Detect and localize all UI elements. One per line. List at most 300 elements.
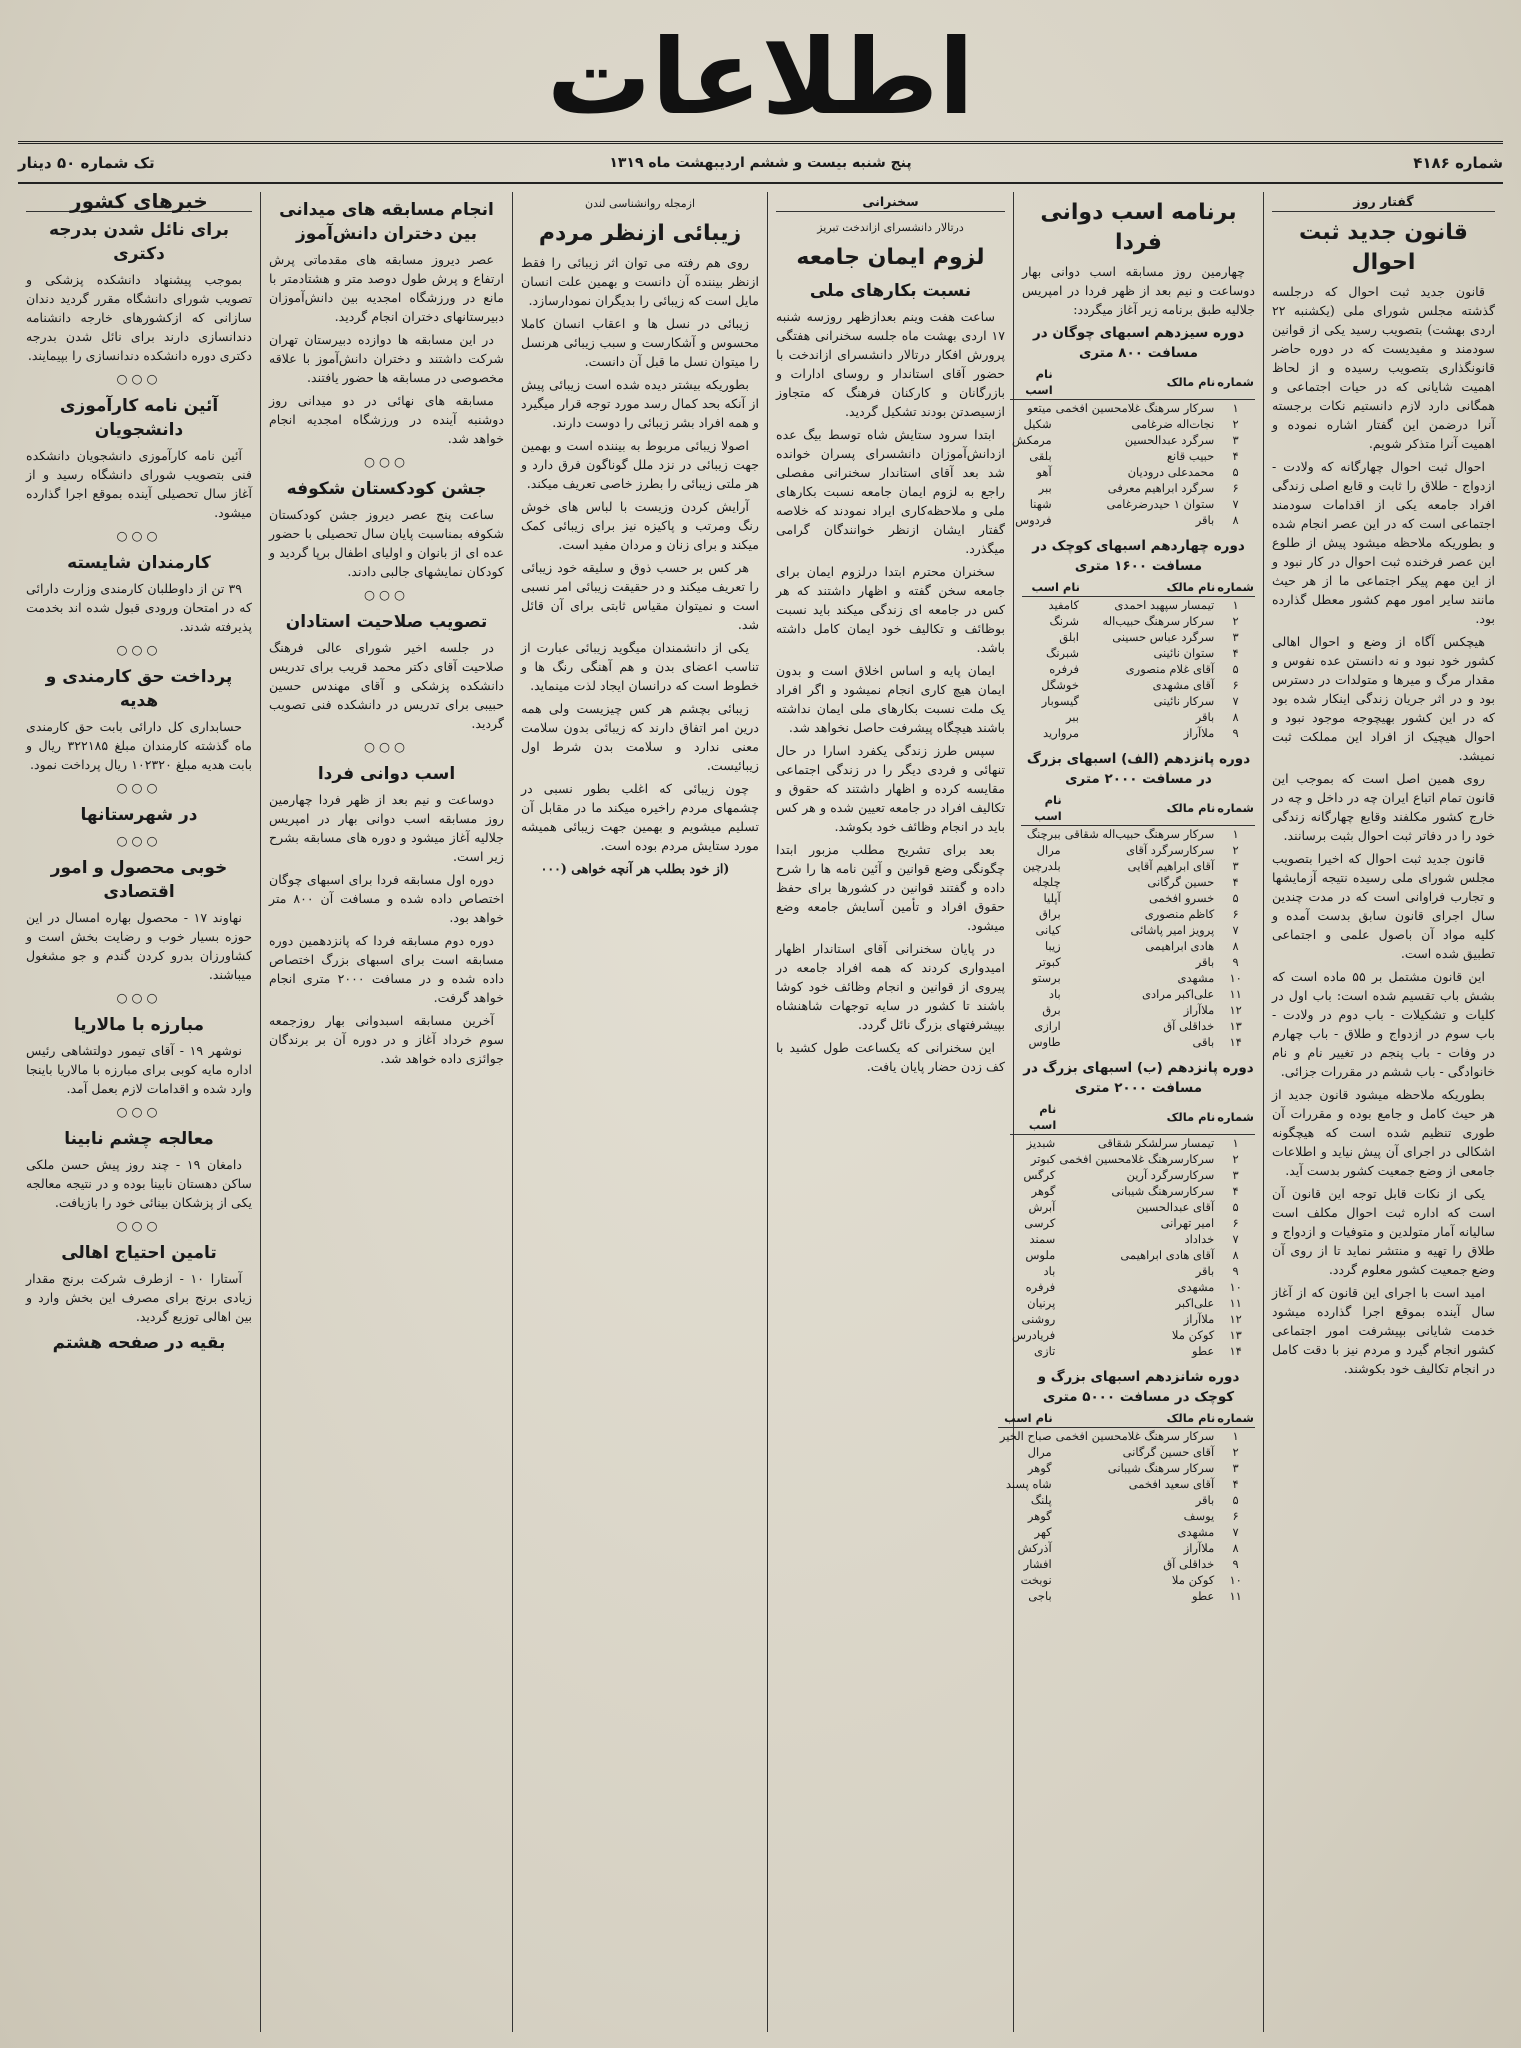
horse-name: گوهر bbox=[1031, 1184, 1056, 1198]
race-row bbox=[1010, 1135, 1255, 1152]
race-block bbox=[1012, 1058, 1255, 1359]
paragraph: احوال ثبت احوال چهارگانه که ولادت - ازدواج - طلاق را ثابت و قابع اصلی زندگی افراد جامعه یکی از اقدامات سودمند اجتماعی است که در این عصر انجام شده و بطوریکه ملاحظه میشود پیش از طلوع این عصر فرخنده ثبت احوال در کار نبود و از این مهم پیکر اجتماعی ما از هر حیث مانند سایر امور مهم کشور معطل گذارده بود. bbox=[1272, 459, 1495, 626]
race-number: ۳ bbox=[1232, 433, 1239, 447]
race-column-header: نام مالک bbox=[1054, 365, 1217, 400]
race-row bbox=[1010, 1295, 1255, 1311]
race-row bbox=[1022, 597, 1255, 614]
horse-name: کبوتر bbox=[1030, 1152, 1056, 1166]
owner-name: باقر bbox=[1195, 1493, 1215, 1507]
race-number: ۱ bbox=[1232, 827, 1239, 841]
race-number: ۵ bbox=[1232, 662, 1239, 676]
owner-name: ملاآراز bbox=[1183, 726, 1215, 740]
race-column-header: شماره bbox=[1216, 1409, 1255, 1428]
race-number: ۲ bbox=[1232, 1152, 1239, 1166]
race-row bbox=[1010, 496, 1255, 512]
separator: ○○○ bbox=[364, 454, 409, 469]
race-number: ۷ bbox=[1232, 1525, 1239, 1539]
race-number: ۶ bbox=[1232, 1216, 1239, 1230]
race-row bbox=[1010, 448, 1255, 464]
race-number: ۹ bbox=[1232, 1557, 1239, 1571]
owner-name: علی‌اکبر bbox=[1175, 1296, 1215, 1310]
race-row bbox=[998, 1540, 1255, 1556]
owner-name: ملاآراز bbox=[1183, 1312, 1215, 1326]
paragraph: آرایش کردن وزیست با لباس های خوش رنگ ومرتب و پاکیزه نیز برای زیبائی کمک میکند و برای زنان و مردان مفید است. bbox=[521, 499, 759, 552]
news-title: اسب دوانی فردا bbox=[317, 764, 456, 784]
paragraph: این سخنرانی که یکساعت طول کشید با کف زدن حضار پایان یافت. bbox=[776, 1040, 1005, 1074]
article-body bbox=[776, 307, 1005, 1076]
race-row bbox=[1010, 1343, 1255, 1359]
race-row bbox=[1022, 677, 1255, 693]
paragraph: چون زیبائی که اغلب بطور نسبی در چشمهای مردم راخیره میکند ما در مقابل آن تسلیم میشویم و بهمین جهت زیبائی همیشه مورد ستایش مردم بوده است. bbox=[521, 781, 759, 853]
race-number: ۲ bbox=[1232, 417, 1239, 431]
paragraph: نهاوند ۱۷ - محصول بهاره امسال در این حوزه بسیار خوب و رضایت بخش است و کشاورزان بدرو کردن گندم و جو مشغول میباشند. bbox=[26, 910, 252, 982]
race-row bbox=[1021, 1002, 1255, 1018]
race-row bbox=[1010, 464, 1255, 480]
race-number: ۱۰ bbox=[1229, 1280, 1242, 1294]
horse-name: زیبا bbox=[1044, 939, 1061, 953]
race-row bbox=[1010, 1279, 1255, 1295]
horse-name: خوشگل bbox=[1041, 678, 1079, 692]
owner-name: سرکارسرگرد آقای bbox=[1125, 843, 1215, 857]
paragraph: در این مسابقه ها دوازده دبیرستان تهران شرکت داشتند و دختران دانش‌آموز با علاقه مخصوصی در مسابقه ها حضور یافتند. bbox=[269, 332, 504, 385]
race-row bbox=[1022, 661, 1255, 677]
race-title: دوره سیزدهم اسبهای چوگان در مسافت ۸۰۰ متری bbox=[1032, 325, 1245, 361]
horse-name: طاوس bbox=[1028, 1035, 1061, 1049]
race-column-header: نام مالک bbox=[1081, 578, 1216, 597]
separator: ○○○ bbox=[116, 833, 162, 848]
paragraph: مسابقه های نهائی در دو میدانی روز دوشنبه آینده در ورزشگاه امجدیه انجام خواهد شد. bbox=[269, 393, 504, 446]
horse-name: کهر bbox=[1034, 1525, 1052, 1539]
race-row bbox=[1021, 1034, 1255, 1050]
race-title: دوره چهاردهم اسبهای کوچک در مسافت ۱۶۰۰ متری bbox=[1032, 538, 1245, 574]
race-row bbox=[998, 1508, 1255, 1524]
owner-name: خداقلی آق bbox=[1163, 1557, 1215, 1571]
owner-name: سرکار سرهنگ غلامحسین افخمی bbox=[1055, 401, 1215, 415]
paragraph: قانون جدید ثبت احوال که درجلسه گذشته مجلس شورای ملی (یکشنبه ۲۲ اردی بهشت) بتصویب رسید یکی از قوانین سودمند و مفیدیست که در دوره حاضر قانونگذاری بتصویب رسیده و از لحاظ اهمیت شایانی که در حیات اجتماعی و همگانی دارد لازم دانستیم نکات برجسته آنرا درضمن این گفتار اشاره نموده و اهمیت آنرا متذکر شویم. bbox=[1272, 284, 1495, 451]
race-title: دوره شانزدهم اسبهای بزرگ و کوچک در مسافت ۵۰۰۰ متری bbox=[1037, 1369, 1240, 1405]
race-list bbox=[999, 323, 1255, 1604]
race-block bbox=[1022, 536, 1255, 741]
race-number: ۷ bbox=[1232, 923, 1239, 937]
column-lecture bbox=[767, 192, 1013, 2032]
horse-name: میتعو bbox=[1027, 401, 1052, 415]
race-number: ۱۲ bbox=[1229, 1003, 1242, 1017]
race-number: ۵ bbox=[1232, 1493, 1239, 1507]
race-row bbox=[998, 1444, 1255, 1460]
column-misc-news bbox=[260, 192, 512, 2032]
race-number: ۶ bbox=[1232, 907, 1239, 921]
separator: ○○○ bbox=[116, 1104, 162, 1119]
owner-name: سرگرد ابراهیم معرفی bbox=[1107, 481, 1215, 495]
paragraph: اصولا زیبائی مربوط به بیننده است و بهمین جهت زیبائی در نزد ملل گوناگون فرق دارد و هر ملتی زیبائی را بطرز خاصی تعریف میکند. bbox=[521, 438, 759, 491]
race-row bbox=[1010, 1327, 1255, 1343]
owner-name: علی‌اکبر مرادی bbox=[1142, 987, 1215, 1001]
race-row bbox=[1022, 725, 1255, 741]
paragraph: ساعت پنج عصر دیروز جشن کودکستان شکوفه بمناسبت پایان سال تحصیلی با حضور عده ای از بانوان و اولیای اطفال برپا گردید و کودکان نمایشهای جالبی دادند. bbox=[269, 507, 504, 579]
race-table bbox=[1021, 791, 1255, 1050]
race-title: دوره پانزدهم (الف) اسبهای بزرگ در مسافت ۲۰۰۰ متری bbox=[1026, 751, 1251, 787]
horse-name: گیسوبار bbox=[1041, 694, 1079, 708]
race-number: ۷ bbox=[1232, 1232, 1239, 1246]
horse-name: چلچله bbox=[1032, 875, 1061, 889]
owner-name: یوسف bbox=[1183, 1509, 1215, 1523]
news-title: تامین احتیاج اهالی bbox=[61, 1243, 217, 1263]
race-number: ۱۴ bbox=[1229, 1035, 1242, 1049]
horse-name: صباح الخیر bbox=[999, 1429, 1052, 1443]
column-beauty bbox=[512, 192, 767, 2032]
horse-name: شکیل bbox=[1023, 417, 1052, 431]
owner-name: آقای سعید افخمی bbox=[1128, 1477, 1215, 1491]
paragraph: این قانون مشتمل بر ۵۵ ماده است که بشش باب تقسیم شده است: باب اول در کلیات و تشکیلات - باب دوم در ولادت - باب سوم در ازدواج و طلاق - باب چهارم در وفات - باب پنجم در تغییر نام و نام خانوادگی - باب ششم در مقررات جزائی. bbox=[1272, 969, 1495, 1079]
race-number: ۶ bbox=[1232, 678, 1239, 692]
separator: ○○○ bbox=[116, 371, 162, 386]
race-row bbox=[1010, 1311, 1255, 1327]
news-title: جشن کودکستان شکوفه bbox=[286, 479, 487, 499]
race-number: ۹ bbox=[1232, 726, 1239, 740]
race-row bbox=[1021, 874, 1255, 890]
news-title: مبارزه با مالاریا bbox=[73, 1015, 205, 1035]
race-column-header: نام اسب bbox=[1010, 1100, 1057, 1135]
race-number: ۱۳ bbox=[1229, 1019, 1242, 1033]
owner-name: ستوان نائینی bbox=[1153, 646, 1215, 660]
paragraph: دوره اول مسابقه فردا برای اسبهای چوگان اختصاص داده شده و مسافت آن ۸۰۰ متر خواهد بود. bbox=[269, 872, 504, 925]
race-row bbox=[998, 1524, 1255, 1540]
race-number: ۸ bbox=[1232, 513, 1239, 527]
paragraph: یکی از دانشمندان میگوید زیبائی عبارت از تناسب اعضای بدن و هم آهنگی رنگ ها و خطوط است که درانسان ایجاد لذت مینماید. bbox=[521, 640, 759, 693]
paragraph: آئین نامه کارآموزی دانشجویان دانشکده فنی بتصویب شورای دانشگاه رسید و از آغاز سال تحصیلی آینده بموقع اجرا گذارده میشود. bbox=[26, 448, 252, 520]
race-block bbox=[1022, 749, 1255, 1050]
owner-name: سرکارسرهنگ شیبانی bbox=[1111, 1184, 1215, 1198]
issue-date: پنج شنبه بیست و ششم اردیبهشت ماه ۱۳۱۹ bbox=[609, 155, 912, 171]
race-row bbox=[1010, 512, 1255, 528]
horse-name: ببر bbox=[1065, 710, 1079, 724]
horse-name: آذرکش bbox=[1017, 1541, 1052, 1555]
race-number: ۱ bbox=[1232, 1136, 1239, 1150]
race-number: ۲ bbox=[1232, 843, 1239, 857]
race-row bbox=[1021, 826, 1255, 843]
race-column-header: نام اسب bbox=[1010, 365, 1054, 400]
columns bbox=[18, 189, 1503, 2032]
race-number: ۱۰ bbox=[1229, 971, 1242, 985]
paragraph: هیچکس آگاه از وضع و احوال اهالی کشور خود نبود و نه دانستن عده نفوس و مقدار مرگ و میرها و متولدات در دسترس بود و در اثر جریان زندگی اینکار شده بود که در این کشور بهیچوجه موجود نبود و احوال هیچیک از افراد این مملکت ثبت نمیشد. bbox=[1272, 634, 1495, 763]
horse-name: کیانی bbox=[1035, 923, 1061, 937]
article-subtitle: نسبت بکارهای ملی bbox=[809, 281, 972, 301]
paragraph: دامغان ۱۹ - چند روز پیش حسن ملکی ساکن دهستان نابینا بوده و در نتیجه معالجه یکی از پزشکان بینائی خود را بازیافت. bbox=[26, 1157, 252, 1210]
paragraph: دوره دوم مسابقه فردا که پانزدهمین دوره مسابقه است برای اسبهای بزرگ اختصاص داده شده و در مسافت ۲۰۰۰ متری انجام خواهد گرفت. bbox=[269, 933, 504, 1005]
horse-name: بلدرچین bbox=[1022, 859, 1061, 873]
race-row bbox=[1010, 480, 1255, 496]
article-kicker: ازمجله روانشناسی لندن bbox=[584, 197, 696, 210]
race-row bbox=[1022, 709, 1255, 725]
horse-name: باد bbox=[1043, 1264, 1056, 1278]
race-column-header: شماره bbox=[1216, 578, 1255, 597]
horse-name: برق bbox=[1042, 1003, 1061, 1017]
race-row bbox=[1021, 890, 1255, 906]
article-title: زیبائی ازنظر مردم bbox=[538, 221, 742, 246]
column-header: گفتار روز bbox=[1272, 192, 1495, 212]
news-list bbox=[269, 198, 504, 1068]
paragraph: در پایان سخنرانی آقای استاندار اظهار امیدواری کردند که همه افراد جامعه در پیروی از قوانین و انجام وظائف خود کوشا باشند تا کشور در سایه توجهات شاهنشاه بپیشرفتهای بزرگ نائل گردد. bbox=[776, 941, 1005, 1032]
owner-name: باقر bbox=[1195, 955, 1215, 969]
paragraph: ابتدا سرود ستایش شاه توسط بیگ عده ازدانش‌آموزان دانشسرای پسران خوانده شد بعد آقای استاندار سخنرانی مفصلی راجع به لزوم ایمان جامعه نسبت بکارهای ملی و ملاحظه‌کاری ایراد نمودند که خلاصه گفتار ایشان ازنظر خوانندگان گرامی میگذرد. bbox=[776, 427, 1005, 556]
owner-name: سرکارسرگرد آرین bbox=[1126, 1168, 1215, 1182]
horse-name: پرنیان bbox=[1027, 1296, 1056, 1310]
race-row bbox=[1021, 858, 1255, 874]
race-row bbox=[1022, 629, 1255, 645]
owner-name: عطو bbox=[1192, 1589, 1215, 1603]
paragraph: هر کس بر حسب ذوق و سلیقه خود زیبائی را تعریف میکند و در حقیقت زیبائی امر نسبی است و نمیتوان مقیاس ثابتی برای آن قائل شد. bbox=[521, 560, 759, 632]
race-column-header: شماره bbox=[1216, 365, 1255, 400]
race-number: ۳ bbox=[1232, 1461, 1239, 1475]
paragraph: ساعت هفت وینم بعدازظهر روزسه شنبه ۱۷ اردی بهشت ماه جلسه سخنرانی هفتگی پرورش افکار درتالار دانشسرای ازاندخت با حضور آقای استاندار و روسای ادارات و بازرگانان و کارکنان فرهنگ که متجاوز ازسیصدتن بودند تشکیل گردید. bbox=[776, 309, 1005, 419]
race-column-header: نام مالک bbox=[1057, 1100, 1216, 1135]
paragraph: یکی از نکات قابل توجه این قانون آن است که اداره ثبت احوال مکلف است سالیانه آمار متولدین و متوفیات و ازدواج و طلاق را تهیه و منتشر نماید تا از روی آن وضع جمعیت کشور معلوم گردد. bbox=[1272, 1186, 1495, 1277]
race-table bbox=[998, 1409, 1255, 1604]
race-number: ۱۱ bbox=[1229, 1589, 1242, 1603]
race-number: ۲ bbox=[1232, 614, 1239, 628]
horse-name: پلنگ bbox=[1030, 1493, 1052, 1507]
separator: ○○○ bbox=[116, 990, 162, 1005]
race-column-header: شماره bbox=[1216, 791, 1255, 826]
owner-name: آقای ابراهیم آقایی bbox=[1127, 859, 1215, 873]
race-number: ۸ bbox=[1232, 1248, 1239, 1262]
separator: ○○○ bbox=[364, 587, 409, 602]
horse-name: ابلق bbox=[1059, 630, 1079, 644]
race-column-header: نام مالک bbox=[1063, 791, 1217, 826]
paragraph: قانون جدید ثبت احوال که اخیرا بتصویب مجلس شورای ملی رسیده نتیجه آزمایشها و تجارب فراوانی است که در مدت چندین سال اجرای قانون سابق بدست آمده و کلیه مواد آن باصول علمی و اجتماعی تطبیق شده است. bbox=[1272, 851, 1495, 961]
race-row bbox=[1010, 416, 1255, 432]
race-row bbox=[998, 1476, 1255, 1492]
horse-name: شاه پسند bbox=[1005, 1477, 1052, 1491]
horse-name: شرنگ bbox=[1049, 614, 1079, 628]
owner-name: سرگرد عبدالحسین bbox=[1124, 433, 1215, 447]
owner-name: سرکار سرهنگ حبیب‌اله bbox=[1102, 614, 1215, 628]
column-country-news bbox=[18, 189, 260, 2032]
owner-name: سرکار سرهنگ حبیب‌اله شقاقی bbox=[1064, 827, 1215, 841]
article-title: قانون جدید ثبت احوال bbox=[1299, 220, 1468, 275]
owner-name: آقای عبدالحسین bbox=[1136, 1200, 1215, 1214]
race-row bbox=[1021, 970, 1255, 986]
horse-name: فرفره bbox=[1049, 662, 1079, 676]
separator: ○○○ bbox=[116, 642, 162, 657]
paragraph: آستارا ۱۰ - ازطرف شرکت برنج مقدار زیادی برنج برای مصرف این بخش وارد و بین اهالی توزیع گردید. bbox=[26, 1271, 252, 1324]
race-number: ۴ bbox=[1232, 646, 1239, 660]
race-number: ۶ bbox=[1232, 1509, 1239, 1523]
horse-name: فریادرس bbox=[1012, 1328, 1056, 1342]
horse-name: کبوتر bbox=[1036, 955, 1061, 969]
owner-name: مشهدی bbox=[1177, 971, 1215, 985]
masthead bbox=[18, 12, 1503, 144]
paragraph: زیبائی در نسل ها و اعقاب انسان کاملا محسوس و آشکارست و سبب زیبائی هرنسل را میتوان نسل ما قبل آن دانست. bbox=[521, 316, 759, 369]
race-row bbox=[998, 1556, 1255, 1572]
race-table bbox=[1010, 1100, 1255, 1359]
race-column-header: شماره bbox=[1216, 1100, 1255, 1135]
issue-price: تک شماره ۵۰ دینار bbox=[18, 154, 155, 172]
race-number: ۴ bbox=[1232, 449, 1239, 463]
owner-name: ملاآراز bbox=[1183, 1541, 1215, 1555]
news-title: انجام مسابقه های میدانی بین دختران دانش‌آموز bbox=[279, 200, 494, 244]
horse-name: مروارید bbox=[1042, 726, 1079, 740]
article-title: لزوم ایمان جامعه bbox=[796, 245, 985, 270]
paragraph: حسابداری کل دارائی بابت حق کارمندی ماه گذشته کارمندان مبلغ ۳۲۲۱۸۵ ریال و بابت هدیه مبلغ ۱۰۲۳۲۰ ریال پرداخت نمود. bbox=[26, 719, 252, 772]
race-row bbox=[998, 1492, 1255, 1508]
horse-name: آپلیا bbox=[1043, 891, 1061, 905]
race-column-header: نام اسب bbox=[1021, 791, 1063, 826]
race-row bbox=[1021, 922, 1255, 938]
owner-name: سرکار نائینی bbox=[1153, 694, 1215, 708]
horse-name: ارازی bbox=[1034, 1019, 1061, 1033]
news-list bbox=[26, 218, 252, 1326]
race-row bbox=[1021, 938, 1255, 954]
horse-name: کامفید bbox=[1048, 598, 1079, 612]
paragraph: عصر دیروز مسابقه های مقدماتی پرش ارتفاع و پرش طول دوصد متر و هشتادمتر با مانع در ورزشگاه امجدیه بین دانش‌آموزان دبیرستانهای دختران انجام گردید. bbox=[269, 252, 504, 324]
column-race-programme bbox=[999, 192, 1263, 2032]
column-header: خبرهای کشور bbox=[26, 192, 252, 212]
owner-name: آقای حسین گرگانی bbox=[1122, 1445, 1215, 1459]
horse-name: ببرچنگ bbox=[1026, 827, 1061, 841]
separator: ○○○ bbox=[116, 780, 162, 795]
race-column-header: نام اسب bbox=[1022, 578, 1081, 597]
owner-name: کوکن ملا bbox=[1171, 1573, 1215, 1587]
horse-name: مرال bbox=[1036, 843, 1061, 857]
owner-name: مشهدی bbox=[1177, 1525, 1215, 1539]
race-number: ۴ bbox=[1232, 1184, 1239, 1198]
race-number: ۸ bbox=[1232, 1541, 1239, 1555]
paragraph: بموجب پیشنهاد دانشکده پزشکی و تصویب شورای دانشگاه مقرر گردید دندان سازانی که ازکشورهای خارجه دانشنامه دندانسازی دارند برای نائل شدن بدرجه دکتری دوره دانشکده دندانسازی را بپیمایند. bbox=[26, 272, 252, 363]
race-block bbox=[1011, 323, 1255, 528]
race-row bbox=[1010, 1167, 1255, 1183]
race-number: ۱۴ bbox=[1229, 1344, 1242, 1358]
dateline bbox=[18, 144, 1503, 184]
news-title: برای نائل شدن بدرجه دکتری bbox=[48, 220, 230, 264]
race-row bbox=[1010, 1231, 1255, 1247]
news-title: کارمندان شایسته bbox=[67, 553, 211, 573]
race-row bbox=[998, 1428, 1255, 1445]
owner-name: سرکار سرهنگ شیبانی bbox=[1107, 1461, 1215, 1475]
race-table bbox=[1022, 578, 1255, 741]
race-row bbox=[1022, 693, 1255, 709]
race-row bbox=[1022, 645, 1255, 661]
race-number: ۵ bbox=[1232, 465, 1239, 479]
horse-name: فرفره bbox=[1025, 1280, 1056, 1294]
race-number: ۴ bbox=[1232, 875, 1239, 889]
race-row bbox=[998, 1588, 1255, 1604]
race-number: ۶ bbox=[1232, 481, 1239, 495]
owner-name: آقای مشهدی bbox=[1152, 678, 1215, 692]
owner-name: مشهدی bbox=[1177, 1280, 1215, 1294]
race-title: دوره پانزدهم (ب) اسبهای بزرگ در مسافت ۲۰۰۰ متری bbox=[1023, 1060, 1254, 1096]
owner-name: آقای هادی ابراهیمی bbox=[1120, 1248, 1215, 1262]
race-number: ۴ bbox=[1232, 1477, 1239, 1491]
article-body bbox=[521, 253, 759, 855]
horse-name: سمند bbox=[1029, 1232, 1056, 1246]
owner-name: حبیب قانع bbox=[1166, 449, 1215, 463]
paragraph: دوساعت و نیم بعد از ظهر فردا چهارمین روز مسابقه اسب دوانی بهار در امپریس جلالیه آغاز میشود و دوره های مسابقه بشرح زیر است. bbox=[269, 792, 504, 864]
race-row bbox=[1010, 1199, 1255, 1215]
horse-name: فردوس bbox=[1015, 513, 1052, 527]
horse-name: باد bbox=[1048, 987, 1061, 1001]
paragraph: بطوریکه بیشتر دیده شده است زیبائی پیش از آنکه بحد کمال رسد مورد توجه قرار میگیرد و همه افراد بشر زیبائی را دوست دارند. bbox=[521, 377, 759, 430]
owner-name: حسین گرگانی bbox=[1147, 875, 1215, 889]
horse-name: روشنی bbox=[1021, 1312, 1056, 1326]
race-number: ۸ bbox=[1232, 939, 1239, 953]
owner-name: تیمسار سپهبد احمدی bbox=[1114, 598, 1215, 612]
owner-name: باقر bbox=[1195, 513, 1215, 527]
race-number: ۳ bbox=[1232, 859, 1239, 873]
paragraph: روی همین اصل است که بموجب این قانون تمام اتباع ایران چه در داخل و چه در خارج کشور مکلفند وقایع چهارگانه زندگی خود را در دفاتر ثبت احوال بثبت برسانند. bbox=[1272, 771, 1495, 843]
race-block bbox=[999, 1367, 1255, 1604]
news-title: پرداخت حق کارمندی و هدیه bbox=[45, 667, 233, 711]
race-number: ۳ bbox=[1232, 1168, 1239, 1182]
horse-name: آبرش bbox=[1028, 1200, 1056, 1214]
column-header: سخنرانی bbox=[776, 192, 1005, 212]
paragraph: امید است با اجرای این قانون که از آغاز سال آینده بموقع اجرا گذارده میشود خدمت شایانی بپیشرفت امور اجتماعی کشور انجام گیرد و مردم نیز با دقت کامل در انجام تکالیف خود بکوشند. bbox=[1272, 1285, 1495, 1376]
paragraph: نوشهر ۱۹ - آقای تیمور دولتشاهی رئیس اداره مایه کوبی برای مبارزه با مالاریا باینجا وارد شده و اقدامات لازم بعمل آمد. bbox=[26, 1043, 252, 1096]
newspaper-logo: اطلاعات bbox=[546, 16, 975, 138]
separator: ○○○ bbox=[364, 739, 409, 754]
article-intro: چهارمین روز مسابقه اسب دوانی بهار دوساعت و نیم بعد از ظهر فردا در امپریس جلالیه طبق برنامه زیر آغاز میگردد: bbox=[1022, 264, 1255, 317]
horse-name: براق bbox=[1039, 907, 1061, 921]
race-number: ۱۳ bbox=[1229, 1328, 1242, 1342]
owner-name: خداقلی آق bbox=[1163, 1019, 1215, 1033]
horse-name: نوبخت bbox=[1020, 1573, 1052, 1587]
race-row bbox=[1010, 432, 1255, 448]
race-column-header: نام مالک bbox=[1054, 1409, 1217, 1428]
owner-name: خسرو افخمی bbox=[1148, 891, 1215, 905]
owner-name: باقی bbox=[1192, 1035, 1215, 1049]
owner-name: ملاآراز bbox=[1183, 1003, 1215, 1017]
race-number: ۱۱ bbox=[1229, 987, 1242, 1001]
news-title: تصویب صلاحیت استادان bbox=[285, 612, 488, 632]
horse-name: ببر bbox=[1038, 481, 1052, 495]
paragraph: زیبائی بچشم هر کس چیزیست ولی همه درین امر اتفاق دارند که زیبائی بدون سلامت معنی ندارد و سلامت بدن شرط اول زیبائیست. bbox=[521, 701, 759, 773]
race-number: ۲ bbox=[1232, 1445, 1239, 1459]
owner-name: سرکار سرهنگ غلامحسین افخمی bbox=[1055, 1429, 1215, 1443]
race-row bbox=[1022, 613, 1255, 629]
horse-name: مرال bbox=[1027, 1445, 1052, 1459]
paragraph: در جلسه اخیر شورای عالی فرهنگ صلاحیت آقای دکتر محمد قریب برای تدریس دانشکده پزشکی و آقای مهندس حسین حبیبی برای تدریس در دانشکده فنی تصویب گردید. bbox=[269, 640, 504, 731]
article-title: برنامه اسب دوانی فردا bbox=[1040, 200, 1237, 255]
race-number: ۵ bbox=[1232, 1200, 1239, 1214]
paragraph: ایمان پایه و اساس اخلاق است و بدون ایمان هیچ کاری انجام نمیشود و اگر افراد یک ملت نسبت بکارهای ملی ایمان نداشته باشند هیچگاه پیشرفت حاصل نخواهد شد. bbox=[776, 663, 1005, 735]
owner-name: سرگرد عباس حسینی bbox=[1112, 630, 1215, 644]
horse-name: کرگس bbox=[1023, 1168, 1056, 1182]
race-row bbox=[1021, 842, 1255, 858]
horse-name: برستو bbox=[1032, 971, 1061, 985]
paragraph: سخنران محترم ابتدا درلزوم ایمان برای جامعه سخن گفته و اظهار داشتند که هر کس در جامعه ای زندگی میکند باید نسبت بوظائف و تکالیف خود ایمان کامل داشته باشد. bbox=[776, 564, 1005, 655]
owner-name: کاظم منصوری bbox=[1144, 907, 1215, 921]
race-number: ۱ bbox=[1232, 598, 1239, 612]
owner-name: عطو bbox=[1192, 1344, 1215, 1358]
paragraph: روی هم رفته می توان اثر زیبائی را فقط ازنظر بیننده آن دانست و بهمین علت انسان مایل است که زیبائی را بدیگران نمودارسازد. bbox=[521, 255, 759, 308]
paragraph: ۳۹ تن از داوطلبان کارمندی وزارت دارائی که در امتحان ورودی قبول شده اند بخدمت پذیرفته شدند. bbox=[26, 581, 252, 634]
horse-name: باجی bbox=[1028, 1589, 1052, 1603]
horse-name: کرسی bbox=[1024, 1216, 1056, 1230]
article-body bbox=[1272, 282, 1495, 1378]
race-row bbox=[1021, 986, 1255, 1002]
race-row bbox=[1021, 906, 1255, 922]
race-row bbox=[1021, 954, 1255, 970]
article-footer: (از خود بطلب هر آنچه خواهی (۰۰۰ bbox=[540, 861, 730, 876]
continued-note: بقیه در صفحه هشتم bbox=[52, 1333, 226, 1353]
race-number: ۱ bbox=[1232, 1429, 1239, 1443]
horse-name: شبدیز bbox=[1026, 1136, 1056, 1150]
race-row bbox=[1010, 1263, 1255, 1279]
issue-number: شماره ۴۱۸۶ bbox=[1413, 154, 1503, 172]
horse-name: گوهر bbox=[1027, 1509, 1052, 1523]
owner-name: پرویز امیر پاشائی bbox=[1130, 923, 1215, 937]
news-title: معالجه چشم نابینا bbox=[64, 1129, 214, 1149]
